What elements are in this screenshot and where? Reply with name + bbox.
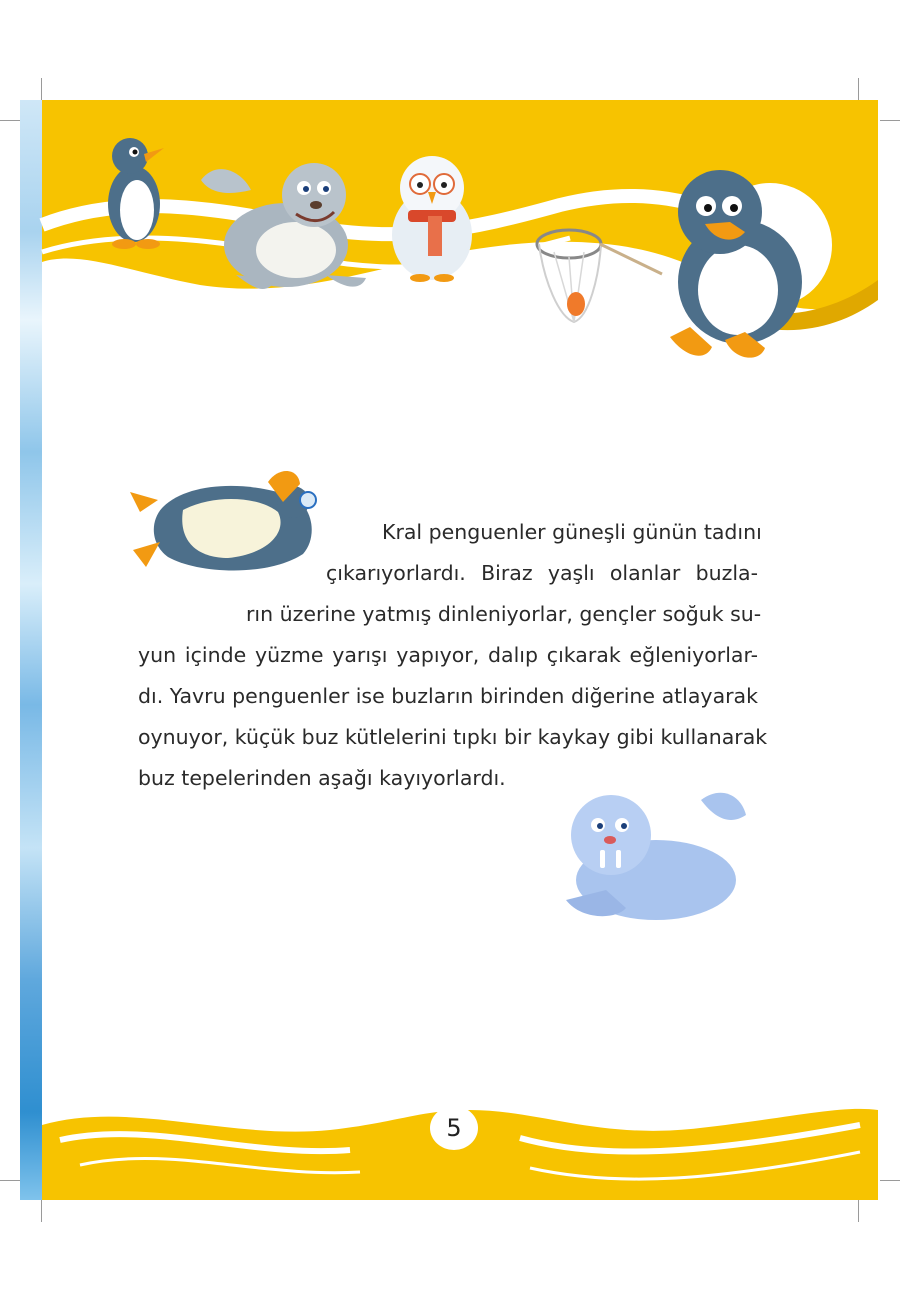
page-number: 5 (430, 1106, 478, 1150)
owl-icon (382, 150, 482, 285)
penguin-standing-icon (92, 132, 182, 252)
story-line: yun içinde yüzme yarışı yapıyor, dalıp çıkarak eğleniyorlar- (138, 643, 758, 667)
seal-icon (196, 150, 371, 300)
story-line: rın üzerine yatmış dinleniyorlar, gençler soğuk su- (246, 602, 762, 626)
fishing-net-icon (534, 222, 664, 332)
story-line: dı. Yavru penguenler ise buzların birinden diğerine atlayarak (138, 684, 758, 708)
story-line: buz tepelerinden aşağı kayıyorlardı. (138, 766, 506, 790)
fishing-penguin-icon (650, 162, 820, 362)
walrus-icon (556, 780, 756, 925)
story-line: çıkarıyorlardı. Biraz yaşlı olanlar buzla- (326, 561, 758, 585)
story-line: Kral penguenler güneşli günün tadını (382, 520, 762, 544)
story-paragraph (138, 512, 768, 799)
story-line: oynuyor, küçük buz kütlelerini tıpkı bir kaykay gibi kullanarak (138, 725, 768, 749)
